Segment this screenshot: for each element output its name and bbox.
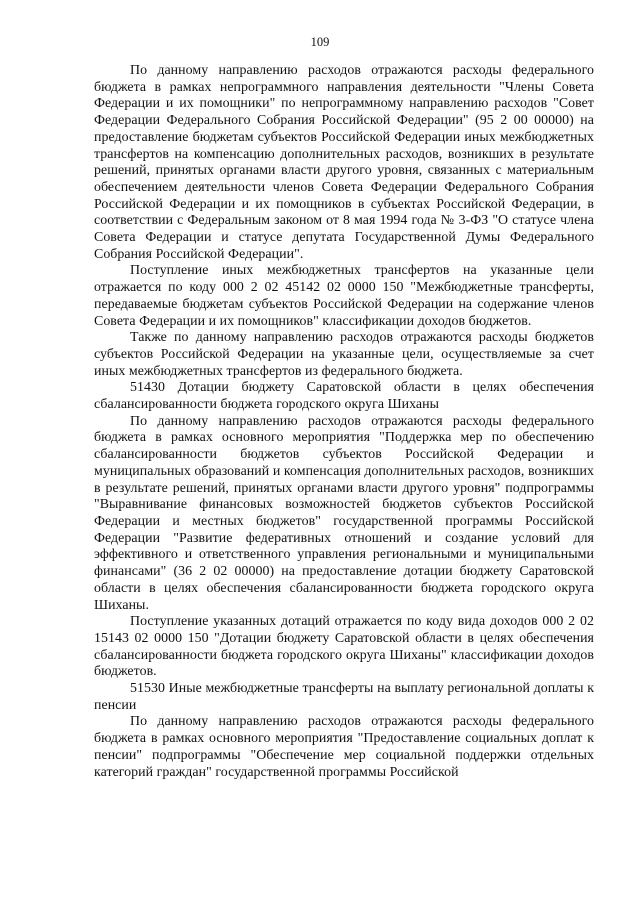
heading-51430: 51430 Дотации бюджету Саратовской области в целях обеспечения сбалансированности бюджета городского округа Шиханы xyxy=(94,380,594,413)
document-body xyxy=(94,63,594,781)
paragraph-expense-direction-shikhany: По данному направлению расходов отражаются расходы федерального бюджета в рамках основного мероприятия "Поддержка мер по обеспечению сбалансированности бюджетов субъектов Российской Федерации и муниципальных образований и компенсация дополнительных расходов, возникших в результате решений, принятых органами власти другого уровня" подпрограммы "Выравнивание финансовых возможностей бюджетов субъектов Российской Федерации и местных бюджетов" государственной программы Российской Федерации "Развитие федеративных отношений и создание условий для эффективного и ответственного управления региональными и муниципальными финансами" (36 2 02 00000) на предоставление дотации бюджету Саратовской области в целях обеспечения сбалансированности бюджета городского округа Шиханы. xyxy=(94,413,594,613)
paragraph-regional-expenses: Также по данному направлению расходов отражаются расходы бюджетов субъектов Российской Федерации на указанные цели, осуществляемые за счет иных межбюджетных трансфертов из федерального бюджета. xyxy=(94,330,594,379)
paragraph-income-code-senators: Поступление иных межбюджетных трансфертов на указанные цели отражается по коду 000 2 02 45142 02 0000 150 "Межбюджетные трансферты, передаваемые бюджетам субъектов Российской Федерации на содержание членов Совета Федерации и их помощников" классификации доходов бюджетов. xyxy=(94,263,594,329)
paragraph-expense-direction-senators: По данному направлению расходов отражаются расходы федерального бюджета в рамках непрограммного направления деятельности "Члены Совета Федерации и их помощники" по непрограммному направлению расходов "Совет Федерации Федерального Собрания Российской Федерации" (95 2 00 00000) на предоставление бюджетам субъектов Российской Федерации иных межбюджетных трансфертов на компенсацию дополнительных расходов, возникших в результате решений, принятых органами власти другого уровня, связанных с материальным обеспечением деятельности членов Совета Федерации Федерального Собрания Российской Федерации и их помощников в субъектах Российской Федерации, в соответствии с Федеральным законом от 8 мая 1994 года № 3-ФЗ "О статусе члена Совета Федерации и статусе депутата Государственной Думы Федерального Собрания Российской Федерации". xyxy=(94,63,594,262)
page-number: 109 xyxy=(310,35,330,49)
heading-51530: 51530 Иные межбюджетные трансферты на выплату региональной доплаты к пенсии xyxy=(94,681,594,713)
paragraph-income-code-shikhany: Поступление указанных дотаций отражается по коду вида доходов 000 2 02 15143 02 0000 150 "Дотации бюджету Саратовской области в целях обеспечения сбалансированности бюджета городского округа Шиханы" классификации доходов бюджетов. xyxy=(94,614,594,680)
paragraph-expense-direction-pension: По данному направлению расходов отражаются расходы федерального бюджета в рамках основного мероприятия "Предоставление социальных доплат к пенсии" подпрограммы "Обеспечение мер социальной поддержки отдельных категорий граждан" государственной программы Российской xyxy=(94,714,594,780)
